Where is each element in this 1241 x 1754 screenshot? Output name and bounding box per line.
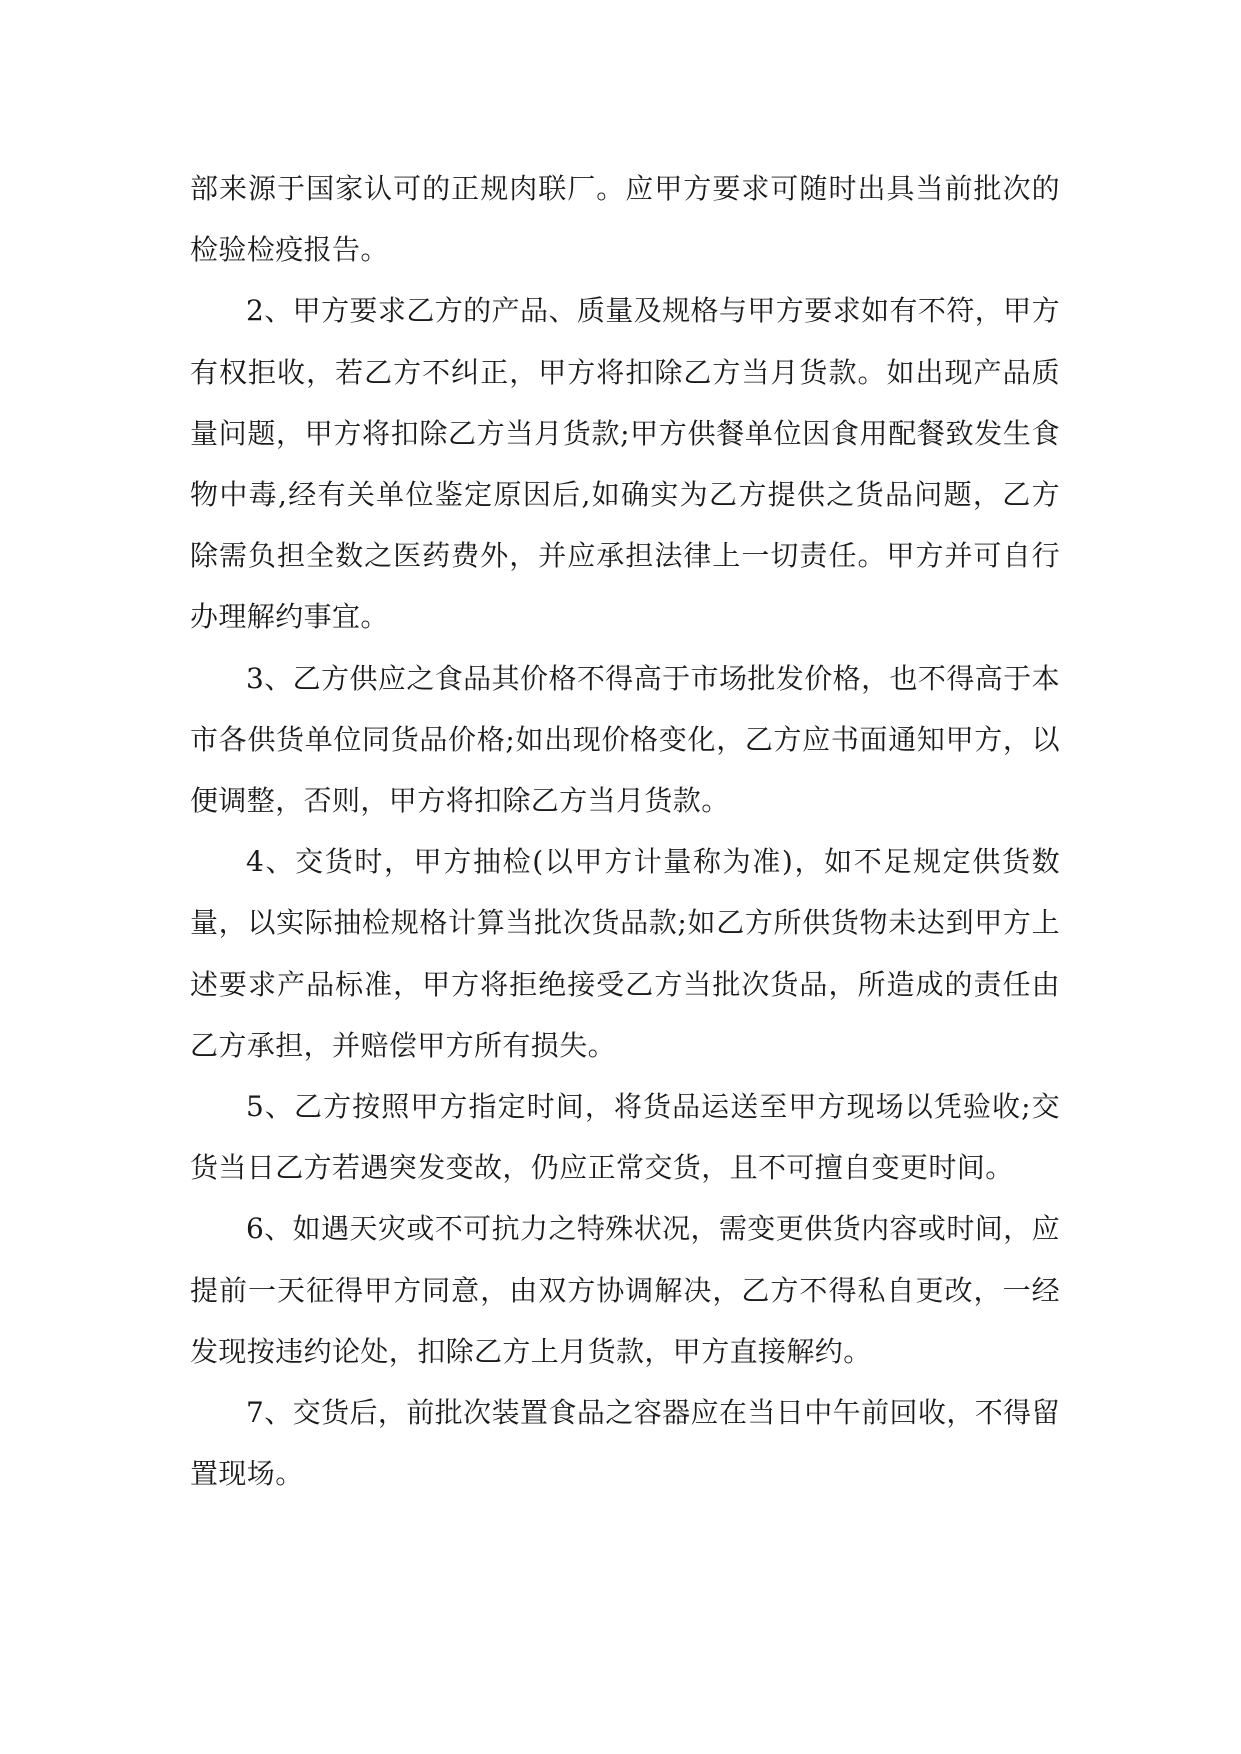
paragraph-clause-6: 6、如遇天灾或不可抗力之特殊状况，需变更供货内容或时间，应提前一天征得甲方同意，由双方协调解决，乙方不得私自更改，一经发现按违约论处，扣除乙方上月货款，甲方直接解约。 — [190, 1212, 1060, 1368]
paragraph-continuation: 部来源于国家认可的正规肉联厂。应甲方要求可随时出具当前批次的检验检疫报告。 — [190, 172, 1060, 267]
document-body — [190, 158, 1060, 1504]
paragraph-clause-5: 5、乙方按照甲方指定时间，将货品运送至甲方现场以凭验收;交货当日乙方若遇突发变故，仍应正常交货，且不可擅自变更时间。 — [190, 1090, 1060, 1185]
paragraph-clause-3: 3、乙方供应之食品其价格不得高于市场批发价格，也不得高于本市各供货单位同货品价格;如出现价格变化，乙方应书面通知甲方，以便调整，否则，甲方将扣除乙方当月货款。 — [190, 661, 1060, 818]
paragraph-clause-4: 4、交货时，甲方抽检(以甲方计量称为准)，如不足规定供货数量，以实际抽检规格计算当批次货品款;如乙方所供货物未达到甲方上述要求产品标准，甲方将拒绝接受乙方当批次货品，所造成的责任由乙方承担，并赔偿甲方所有损失。 — [190, 845, 1060, 1062]
paragraph-clause-2: 2、甲方要求乙方的产品、质量及规格与甲方要求如有不符，甲方有权拒收，若乙方不纠正，甲方将扣除乙方当月货款。如出现产品质量问题，甲方将扣除乙方当月货款;甲方供餐单位因食用配餐致发生食物中毒,经有关单位鉴定原因后,如确实为乙方提供之货品问题，乙方除需负担全数之医药费外，并应承担法律上一切责任。甲方并可自行办理解约事宜。 — [190, 294, 1060, 634]
paragraph-clause-7: 7、交货后，前批次装置食品之容器应在当日中午前回收，不得留置现场。 — [190, 1396, 1060, 1491]
